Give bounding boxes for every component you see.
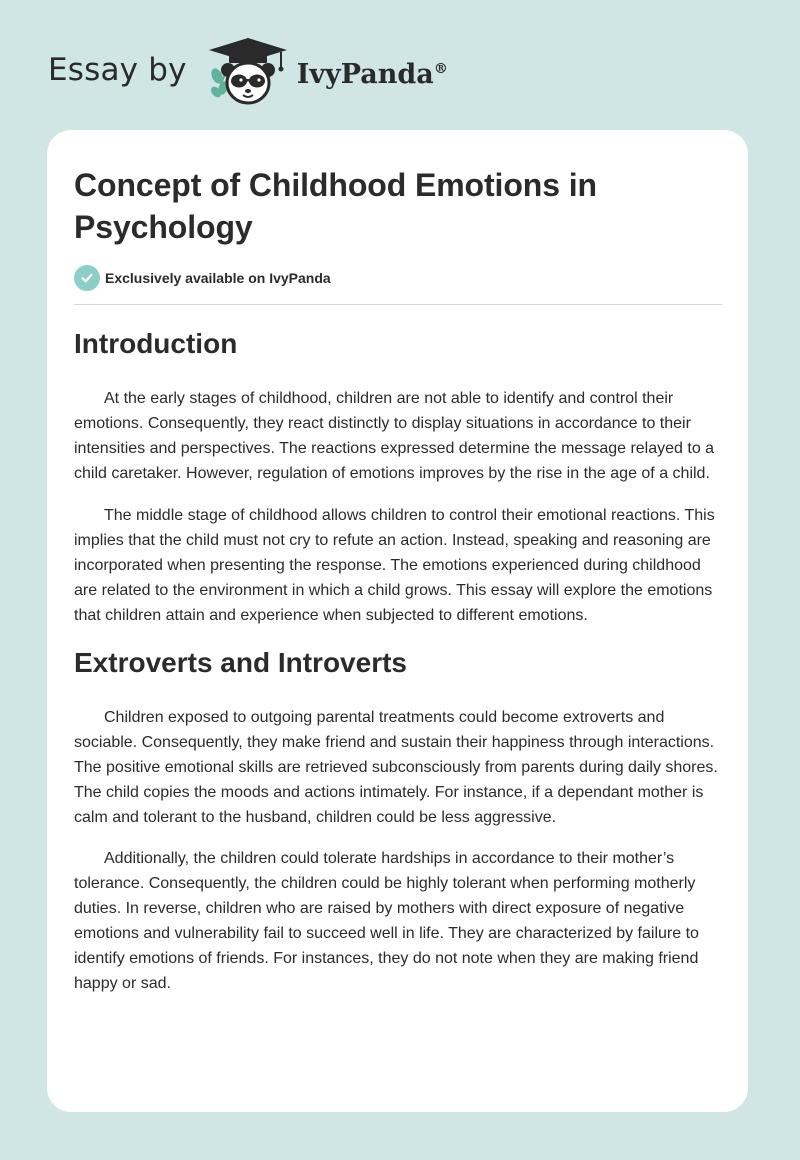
essay-title: Concept of Childhood Emotions in Psychology xyxy=(74,167,597,245)
panda-graduation-cap-icon[interactable] xyxy=(203,36,293,108)
brand-name[interactable]: IvyPanda® xyxy=(296,58,448,90)
title-divider xyxy=(74,304,722,305)
section-heading: Extroverts and Introverts xyxy=(74,647,407,678)
essay-by-label: Essay by xyxy=(48,52,187,88)
paragraph: At the early stages of childhood, children are not able to identify and control their emotions. Consequently, they react distinctly to display situations in accordance to their intensities and perspectives. The reactions expressed determine the message relayed to a child caretaker. However, regulation of emotions improves by the rise in the age of a child. xyxy=(74,390,715,482)
paragraph: Additionally, the children could tolerate hardships in accordance to their mother’s tolerance. Consequently, the children could be highly tolerant when performing motherly duties. In reverse, children who are raised by mothers with direct exposure of negative emotions and vulnerability fail to succeed well in life. They are characterized by failure to identify emotions of friends. For instances, they do not note when they are making friend happy or sad. xyxy=(74,850,699,992)
exclusive-badge xyxy=(74,264,722,292)
paragraph: Children exposed to outgoing parental treatments could become extroverts and sociable. Consequently, they make friend and sustain their happiness through interactions. The positive emotional skills are retrieved subconsciously from parents during daily shores. The child copies the moods and actions intimately. For instance, if a dependant mother is calm and tolerant to the husband, children could be less aggressive. xyxy=(74,709,718,826)
check-circle-icon xyxy=(74,265,100,291)
essay-card xyxy=(47,130,748,1112)
section-heading: Introduction xyxy=(74,328,238,359)
paragraph: The middle stage of childhood allows children to control their emotional reactions. This implies that the child must not cry to refute an action. Instead, speaking and reasoning are incorporated when presenting the response. The emotions experienced during childhood are related to the environment in which a child grows. This essay will explore the emotions that children attain and experience when subjected to different emotions. xyxy=(74,507,715,624)
badge-text: Exclusively available on IvyPanda xyxy=(105,270,331,286)
section-extroverts-introverts xyxy=(74,646,722,996)
section-introduction xyxy=(74,327,722,628)
registered-mark: ® xyxy=(433,60,448,77)
site-header xyxy=(48,36,448,108)
